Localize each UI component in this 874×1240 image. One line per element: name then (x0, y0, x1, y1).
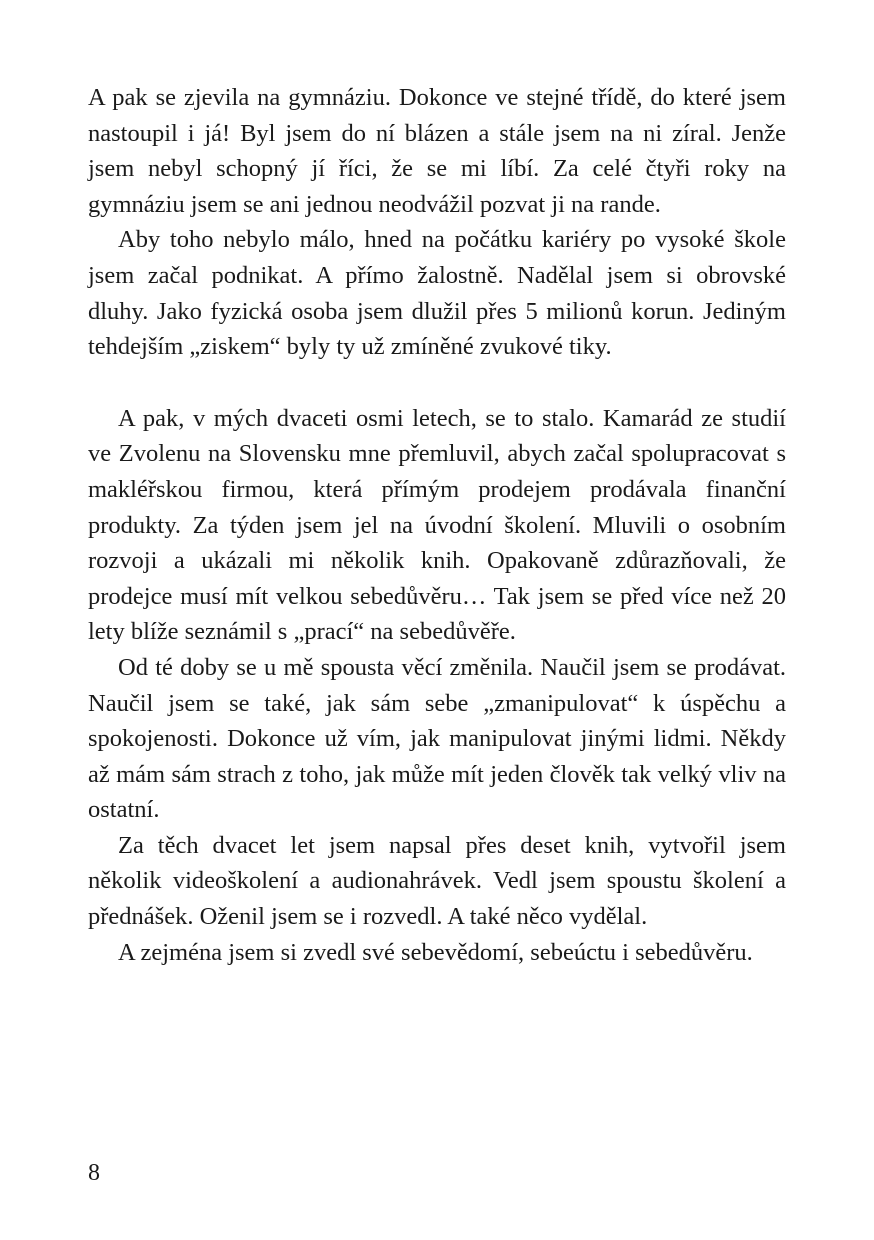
paragraph-6: A zejména jsem si zvedl své sebevědomí, sebeúctu i sebedůvěru. (118, 938, 753, 966)
page-number: 8 (88, 1160, 100, 1186)
paragraph-4: Od té doby se u mě spousta věcí změnila. Naučil jsem se prodávat. Naučil jsem se také, jak sám sebe „zmanipulovat“ k úspěchu a spokojenosti. Dokonce už vím, jak manipulovat jinými lidmi. Někdy až mám sám strach z toho, jak může mít jeden člověk tak velký vliv na ostatní. (88, 653, 786, 824)
paragraph-1: A pak se zjevila na gymnáziu. Dokonce ve stejné třídě, do které jsem nastoupil i já! Byl jsem do ní blázen a stále jsem na ni zíral. Jenže jsem nebyl schopný jí říci, že se mi líbí. Za celé čtyři roky na gymnáziu jsem se ani jednou neodvážil pozvat ji na rande. (88, 84, 786, 218)
paragraph-3: A pak, v mých dvaceti osmi letech, se to stalo. Kamarád ze studií ve Zvolenu na Slovensku mne přemluvil, abych začal spolupracovat s makléřskou firmou, která přímým prodejem prodávala finanční produkty. Za týden jsem jel na úvodní školení. Mluvili o osobním rozvoji a ukázali mi několik knih. Opakovaně zdůrazňovali, že prodejce musí mít velkou sebedůvěru… Tak jsem se před více než 20 lety blíže seznámil s „prací“ na sebedůvěře. (88, 404, 786, 646)
paragraph-2: Aby toho nebylo málo, hned na počátku kariéry po vysoké škole jsem začal podnikat. A přímo žalostně. Nadělal jsem si obrovské dluhy. Jako fyzická osoba jsem dlužil přes 5 milionů korun. Jediným tehdejším „ziskem“ byly ty už zmíněné zvukové tiky. (88, 226, 786, 361)
page-body (88, 80, 786, 970)
section-break (88, 365, 786, 401)
paragraph-5: Za těch dvacet let jsem napsal přes deset knih, vytvořil jsem několik videoškolení a audionahrávek. Vedl jsem spoustu školení a přednášek. Oženil jsem se i rozvedl. A také něco vydělal. (88, 831, 786, 931)
